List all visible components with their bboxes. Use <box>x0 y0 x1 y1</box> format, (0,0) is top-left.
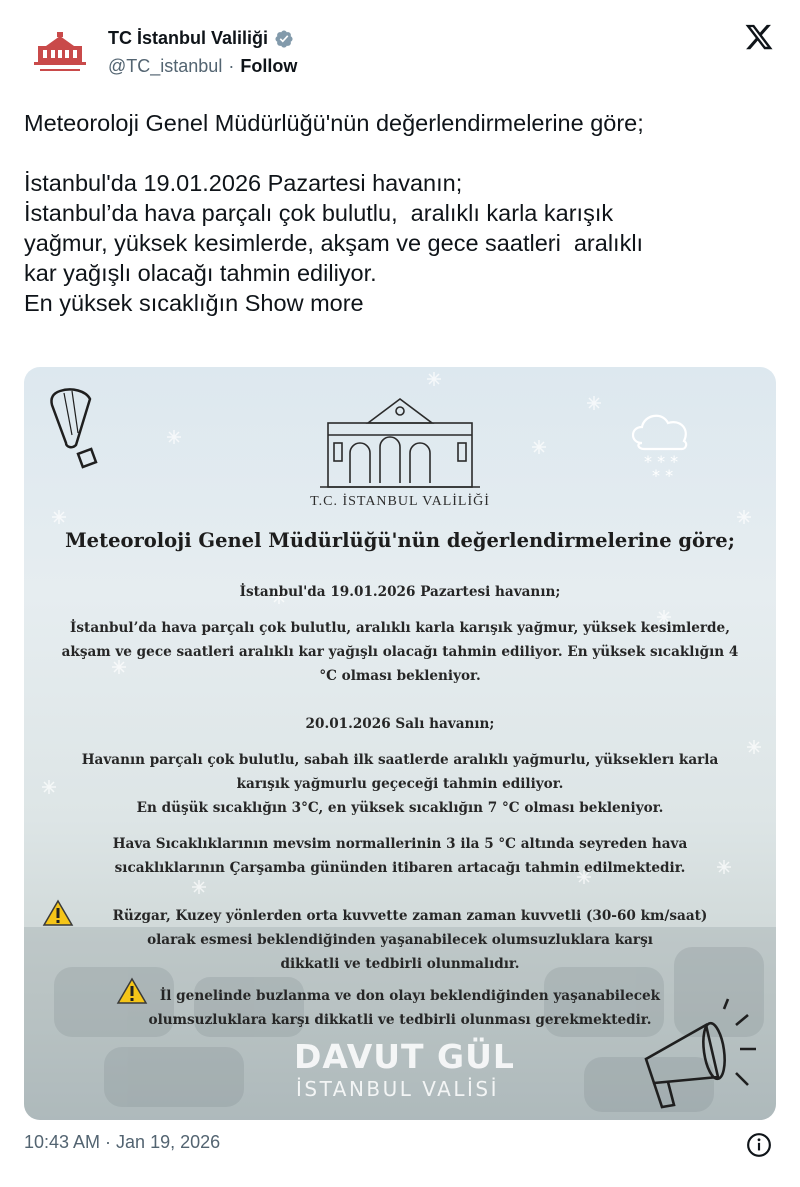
day2-line: Havanın parçalı çok bulutlu, sabah ilk saatlerde aralıklı yağmurlu, yükseklerı karla <box>81 752 719 768</box>
day1-line: akşam ve gece saatleri aralıklı kar yağışlı olacağı tahmin ediliyor. En yüksek sıcaklığın 4 <box>61 644 739 660</box>
warning1-line: olarak esmesi beklendiğinden yaşanabilecek olumsuzluklara karşı <box>147 932 653 948</box>
tweet-line: Meteoroloji Genel Müdürlüğü'nün değerlendirmelerine göre; <box>24 110 644 136</box>
follow-button[interactable]: Follow <box>240 56 298 76</box>
tweet-line: İstanbul’da hava parçalı çok bulutlu, aralıklı karla karışık <box>24 200 614 226</box>
institution-logo-text: T.C. İSTANBUL VALİLİĞİ <box>310 494 490 509</box>
day1-title: İstanbul'da 19.01.2026 Pazartesi havanın; <box>239 584 561 600</box>
tweet-timestamp[interactable]: 10:43 AM · Jan 19, 2026 <box>24 1132 221 1152</box>
day2-line: karışık yağmurlu geçeceği tahmin ediliyor. <box>236 776 564 792</box>
x-logo-icon[interactable] <box>744 22 774 52</box>
day2-line: En düşük sıcaklığın 3°C, en yüksek sıcaklığın 7 °C olması bekleniyor. <box>136 800 664 816</box>
tweet-text <box>24 108 776 318</box>
building-logo <box>320 399 480 487</box>
show-more-link[interactable]: Show more <box>244 290 364 316</box>
tweet-image[interactable] <box>24 367 776 1120</box>
tweet-line-prefix: En yüksek sıcaklığın <box>24 290 245 316</box>
signature-title: İSTANBUL VALİSİ <box>296 1077 499 1101</box>
display-name[interactable]: TC İstanbul Valiliği <box>108 28 269 48</box>
snow-cloud-icon <box>633 416 686 485</box>
separator: · <box>228 56 235 76</box>
day2-title: 20.01.2026 Salı havanın; <box>305 716 495 732</box>
name-row <box>108 28 294 49</box>
warning1-line: dikkatli ve tedbirli olunmalıdır. <box>280 956 520 972</box>
day1-line: °C olması bekleniyor. <box>319 668 481 684</box>
temp-note-line: sıcaklıklarının Çarşamba gününden itibaren artacağı tahmin edilmektedir. <box>114 860 686 876</box>
background-snow <box>24 367 776 1120</box>
avatar[interactable] <box>24 28 96 76</box>
exclamation-icon <box>51 389 95 467</box>
tweet-line <box>24 138 776 168</box>
handle[interactable]: @TC_istanbul <box>108 56 223 76</box>
temp-note-line: Hava Sıcaklıklarının mevsim normallerinin 3 ila 5 °C altında seyreden hava <box>112 836 688 852</box>
warning2-line: olumsuzluklara karşı dikkatli ve tedbirli olunması gerekmektedir. <box>148 1012 652 1028</box>
day1-line: İstanbul’da hava parçalı çok bulutlu, aralıklı karla karışık yağmur, yüksek kesimlerde, <box>70 620 730 636</box>
tweet-line: kar yağışlı olacağı tahmin ediliyor. <box>24 260 377 286</box>
warning2-line: İl genelinde buzlanma ve don olayı beklendiğinden yaşanabilecek <box>159 988 661 1004</box>
image-heading: Meteoroloji Genel Müdürlüğü'nün değerlendirmelerine göre; <box>65 529 735 552</box>
verified-badge-icon <box>274 29 294 49</box>
info-icon[interactable] <box>746 1132 772 1158</box>
tweet-line-last <box>24 288 776 318</box>
handle-row <box>108 56 297 77</box>
tweet-header <box>24 22 776 82</box>
tweet-line: İstanbul'da 19.01.2026 Pazartesi havanın; <box>24 170 463 196</box>
tweet-line: yağmur, yüksek kesimlerde, akşam ve gece saatleri aralıklı <box>24 230 644 256</box>
svg-text:* *: * * <box>652 466 674 485</box>
warning1-line: Rüzgar, Kuzey yönlerden orta kuvvette zaman zaman kuvvetli (30-60 km/saat) <box>112 908 708 924</box>
svg-text:* * *: * * * <box>644 452 679 471</box>
signature-name: DAVUT GÜL <box>294 1037 515 1076</box>
